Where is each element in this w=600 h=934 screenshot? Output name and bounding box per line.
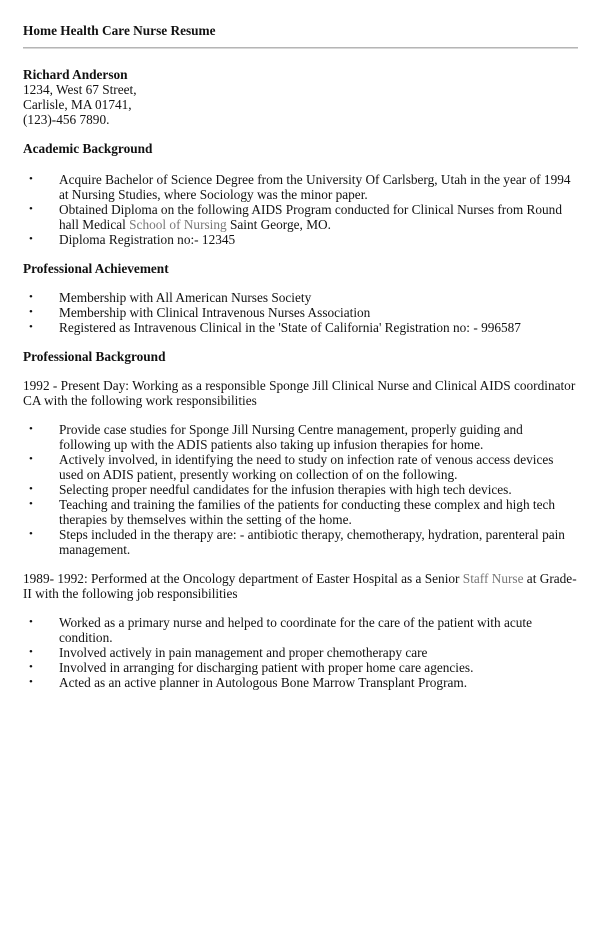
staff-nurse-link[interactable]: Staff Nurse <box>462 571 524 586</box>
list-item: • Membership with All American Nurses Society <box>59 290 577 305</box>
list-item: • Involved actively in pain management and proper chemotherapy care <box>59 645 577 660</box>
candidate-name: Richard Anderson <box>23 67 128 82</box>
job1-list <box>23 422 577 557</box>
list-item: • Actively involved, in identifying the need to study on infection rate of venous access devices used on ADIS patient, presently working on collection of on the following. <box>59 452 577 482</box>
list-item: • Provide case studies for Sponge Jill Nursing Centre management, properly guiding and following up with the ADIS patients also taking up infusion therapies for home. <box>59 422 577 452</box>
job2-summary-text: 1989- 1992: Performed at the Oncology department of Easter Hospital as a Senior <box>23 571 463 586</box>
list-item: • Selecting proper needful candidates for the infusion therapies with high tech devices. <box>59 482 577 497</box>
document-title: Home Health Care Nurse Resume <box>23 23 216 38</box>
address-line-1: 1234, West 67 Street, <box>23 82 137 97</box>
background-heading: Professional Background <box>23 349 166 364</box>
list-item: • Steps included in the therapy are: - antibiotic therapy, chemotherapy, hydration, parenteral pain management. <box>59 527 577 557</box>
job2-list <box>23 615 577 690</box>
list-item-text: Obtained Diploma on the following AIDS Program conducted for Clinical Nurses from Round hall Medical <box>59 202 562 232</box>
list-item: • Acted as an active planner in Autologous Bone Marrow Transplant Program. <box>59 675 577 690</box>
achievement-list <box>23 290 577 335</box>
list-item: • Teaching and training the families of the patients for conducting these complex and high tech therapies by themselves within the setting of the home. <box>59 497 577 527</box>
title-divider <box>23 47 578 49</box>
contact-block <box>23 67 577 127</box>
academic-list <box>23 172 577 247</box>
job1-summary: 1992 - Present Day: Working as a responsible Sponge Jill Clinical Nurse and Clinical AIDS coordinator CA with the following work responsibilities <box>23 378 576 408</box>
list-item: • Registered as Intravenous Clinical in the 'State of California' Registration no: - 996587 <box>59 320 577 335</box>
academic-heading: Academic Background <box>23 141 153 156</box>
achievement-heading: Professional Achievement <box>23 261 169 276</box>
list-item-text: Saint George, MO. <box>226 217 331 232</box>
list-item: • Acquire Bachelor of Science Degree from the University Of Carlsberg, Utah in the year of 1994 at Nursing Studies, where Sociology was the minor paper. <box>59 172 577 202</box>
list-item: • Involved in arranging for discharging patient with proper home care agencies. <box>59 660 577 675</box>
list-item: • Diploma Registration no:- 12345 <box>59 232 577 247</box>
list-item: • Membership with Clinical Intravenous Nurses Association <box>59 305 577 320</box>
list-item: • Worked as a primary nurse and helped to coordinate for the care of the patient with acute condition. <box>59 615 577 645</box>
list-item <box>59 202 577 232</box>
job2-summary-text: at Grade-II with the following job responsibilities <box>23 571 577 601</box>
school-of-nursing-link[interactable]: School of Nursing <box>129 217 227 232</box>
address-line-2: Carlisle, MA 01741, <box>23 97 132 112</box>
job2-summary <box>23 571 577 601</box>
phone-number: (123)-456 7890. <box>23 112 110 127</box>
